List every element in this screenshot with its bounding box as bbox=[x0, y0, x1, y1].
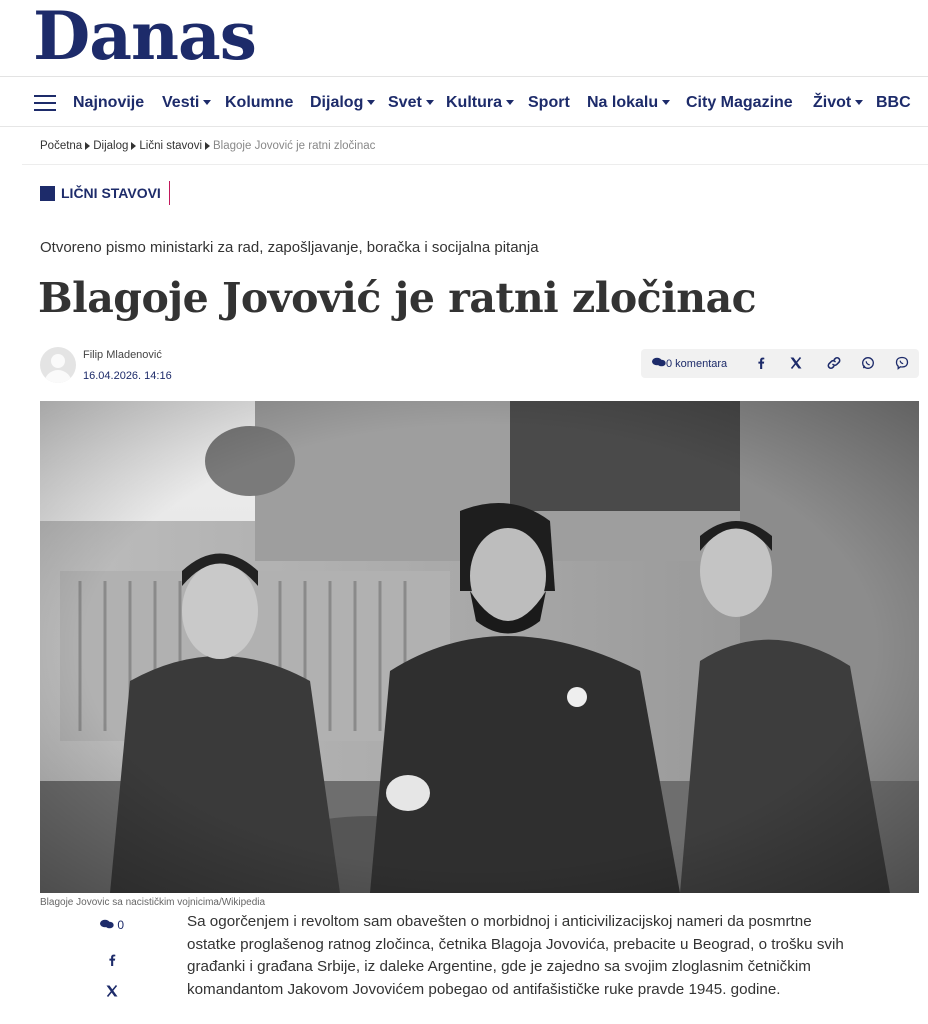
breadcrumb-divider bbox=[22, 164, 928, 165]
comment-icon bbox=[652, 357, 666, 368]
nav-item-dijalog[interactable]: Dijalog bbox=[310, 93, 375, 113]
author-avatar[interactable] bbox=[40, 347, 76, 383]
chevron-down-icon bbox=[203, 100, 211, 105]
body-line: komandantom Jakovom Jovovićem pobegao od antifašističke ruke pravde 1945. godine. bbox=[187, 980, 781, 998]
sidebar-comments[interactable] bbox=[86, 918, 138, 932]
body-line: Sa ogorčenjem i revoltom sam obavešten o morbidnoj i anticivilizacijskoj nameri da posmrtne bbox=[187, 913, 812, 930]
breadcrumb bbox=[40, 140, 375, 152]
photo-caption: Blagoje Jovovic sa nacističkim vojnicima/Wikipedia bbox=[40, 897, 266, 908]
chevron-down-icon bbox=[426, 100, 434, 105]
category-square-icon bbox=[40, 186, 55, 201]
site-logo[interactable]: Danas bbox=[33, 0, 256, 75]
facebook-icon[interactable] bbox=[752, 354, 770, 372]
sidebar-facebook-icon[interactable] bbox=[86, 951, 138, 974]
nav-item-bbc[interactable]: BBC bbox=[876, 94, 911, 111]
publish-date: 16.04.2026. 14:16 bbox=[83, 370, 172, 382]
breadcrumb-home[interactable]: Početna bbox=[40, 140, 83, 152]
hamburger-menu-icon[interactable] bbox=[34, 95, 56, 111]
body-line: ostatke proglašenog ratnog zločinca, četnika Blagoja Jovovića, prebacite u Beograd, o trošku svih bbox=[187, 935, 844, 953]
article-photo[interactable] bbox=[40, 401, 919, 893]
sidebar-comment-count: 0 bbox=[117, 918, 125, 932]
author-name[interactable]: Filip Mladenović bbox=[83, 349, 162, 361]
category-label[interactable] bbox=[40, 183, 170, 203]
nav-item-kultura[interactable]: Kultura bbox=[446, 93, 514, 113]
nav-item-kolumne[interactable]: Kolumne bbox=[225, 94, 294, 111]
copy-link-icon[interactable] bbox=[825, 354, 843, 372]
comments-link[interactable] bbox=[652, 357, 727, 370]
chevron-down-icon bbox=[855, 100, 863, 105]
breadcrumb-licni-stavovi[interactable]: Lični stavovi bbox=[139, 140, 203, 152]
caret-right-icon bbox=[85, 142, 90, 150]
breadcrumb-current: Blagoje Jovović je ratni zločinac bbox=[213, 140, 376, 152]
main-navigation bbox=[0, 77, 928, 127]
whatsapp-icon[interactable] bbox=[859, 354, 877, 372]
article-title: Blagoje Jovović je ratni zločinac bbox=[38, 274, 757, 322]
nav-item-na-lokalu[interactable]: Na lokalu bbox=[587, 93, 670, 113]
category-name: LIČNI STAVOVI bbox=[61, 185, 161, 201]
sidebar-share bbox=[86, 910, 138, 1010]
caret-right-icon bbox=[205, 142, 210, 150]
category-divider bbox=[169, 181, 170, 205]
viber-icon[interactable] bbox=[893, 354, 911, 372]
article-kicker: Otvoreno pismo ministarki za rad, zapošljavanje, boračka i socijalna pitanja bbox=[40, 239, 539, 256]
chevron-down-icon bbox=[662, 100, 670, 105]
chevron-down-icon bbox=[367, 100, 375, 105]
article-body bbox=[187, 911, 907, 1001]
sidebar-x-twitter-icon[interactable] bbox=[86, 982, 138, 1005]
nav-item-svet[interactable]: Svet bbox=[388, 93, 434, 113]
caret-right-icon bbox=[131, 142, 136, 150]
comments-count-label: 0 komentara bbox=[666, 358, 728, 370]
body-line: građanki i građana Srbije, iz daleke Argentine, gde je zajedno sa svojim zloglasnim četničkim bbox=[187, 958, 811, 975]
nav-item-vesti[interactable]: Vesti bbox=[162, 93, 211, 113]
breadcrumb-dijalog[interactable]: Dijalog bbox=[93, 140, 129, 152]
nav-item-zivot[interactable]: Život bbox=[813, 93, 863, 113]
nav-item-city-magazine[interactable]: City Magazine bbox=[686, 94, 793, 111]
nav-item-najnovije[interactable]: Najnovije bbox=[73, 94, 145, 111]
nav-item-sport[interactable]: Sport bbox=[528, 94, 570, 111]
share-bar bbox=[641, 349, 919, 378]
comment-icon bbox=[100, 919, 114, 930]
chevron-down-icon bbox=[506, 100, 514, 105]
x-twitter-icon[interactable] bbox=[787, 354, 805, 372]
